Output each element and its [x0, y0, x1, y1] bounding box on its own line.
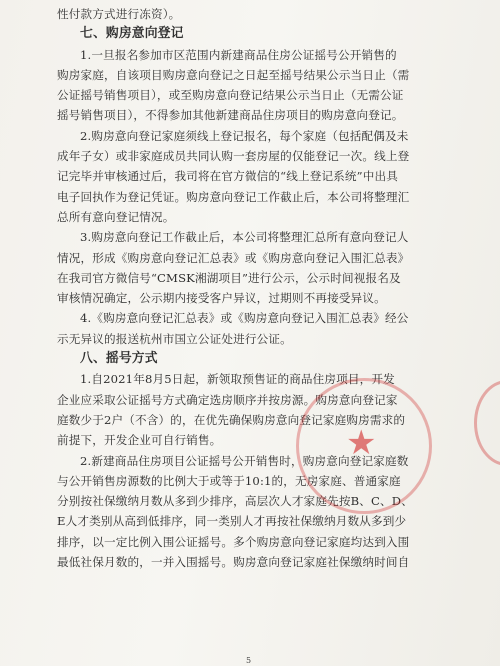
text-line: 1.一旦报名参加市区范围内新建商品住房公证摇号公开销售的 — [80, 47, 397, 62]
text-line: 分别按社保缴纳月数从多到少排序，高层次人才家庭先按B、C、D、 — [57, 494, 413, 509]
text-line: 情况，形成《购房意向登记汇总表》或《购房意向登记入围汇总表》 — [57, 250, 410, 265]
text-line: 2.购房意向登记家庭须线上登记报名，每个家庭（包括配偶及未 — [80, 128, 409, 143]
text-line: 购房家庭，自该项目购房意向登记之日起至摇号结果公示当日止（需 — [57, 67, 410, 82]
text-line: 摇号销售项目），不得参加其他新建商品住房项目的购房意向登记。 — [57, 108, 404, 123]
text-line: 公证摇号销售项目），或至购房意向登记结果公示当日止（无需公证 — [57, 88, 404, 103]
text-line: 2.新建商品住房项目公证摇号公开销售时，购房意向登记家庭数 — [80, 453, 409, 468]
text-line: 4.《购房意向登记汇总表》或《购房意向登记入围汇总表》经公 — [80, 311, 409, 326]
text-line: E人才类别从高到低排序，同一类别人才再按社保缴纳月数从多到少 — [57, 514, 407, 529]
text-line: 审核情况确定，公示期内接受客户异议，过期则不再接受异议。 — [57, 291, 386, 306]
official-seal-edge — [474, 380, 500, 466]
text-line: 与公开销售房源数的比例大于或等于10:1的，无房家庭、普通家庭 — [57, 473, 401, 488]
text-line: 示无异议的报送杭州市国立公证处进行公证。 — [57, 331, 292, 346]
section-heading: 八、摇号方式 — [80, 351, 158, 367]
text-line: 排序，以一定比例入围公证摇号。多个购房意向登记家庭均达到入围 — [57, 534, 410, 549]
text-line: 在我司官方微信号“CMSK湘湖项目”进行公示，公示时间视报名及 — [57, 270, 401, 285]
text-line: 总所有意向登记情况。 — [57, 209, 175, 224]
text-line: 1.自2021年8月5日起，新领取预售证的商品住房项目，开发 — [80, 372, 395, 387]
seal-star-icon: ★ — [346, 423, 377, 463]
text-line: 企业应采取公证摇号方式确定选房顺序并按房源。购房意向登记家 — [57, 392, 398, 407]
text-line: 记完毕并审核通过后，我司将在官方微信的“线上登记系统”中出具 — [57, 169, 398, 184]
text-line: 最低社保月数的，一并入围摇号。购房意向登记家庭社保缴纳时间自 — [57, 555, 410, 570]
text-line: 成年子女）或非家庭成员共同认购一套房屋的仅能登记一次。线上登 — [57, 149, 410, 164]
section-heading: 七、购房意向登记 — [80, 26, 184, 42]
text-line: 庭数少于2户（不含）的，在优先确保购房意向登记家庭购房需求的 — [57, 412, 406, 427]
text-line: 性付款方式进行冻资）。 — [57, 7, 181, 21]
page-number: 5 — [246, 656, 252, 665]
text-line: 前提下，开发企业可自行销售。 — [57, 433, 222, 448]
text-line: 电子回执作为登记凭证。购房意向登记工作截止后，本公司将整理汇 — [57, 189, 410, 204]
text-line: 3.购房意向登记工作截止后，本公司将整理汇总所有意向登记人 — [80, 230, 409, 245]
